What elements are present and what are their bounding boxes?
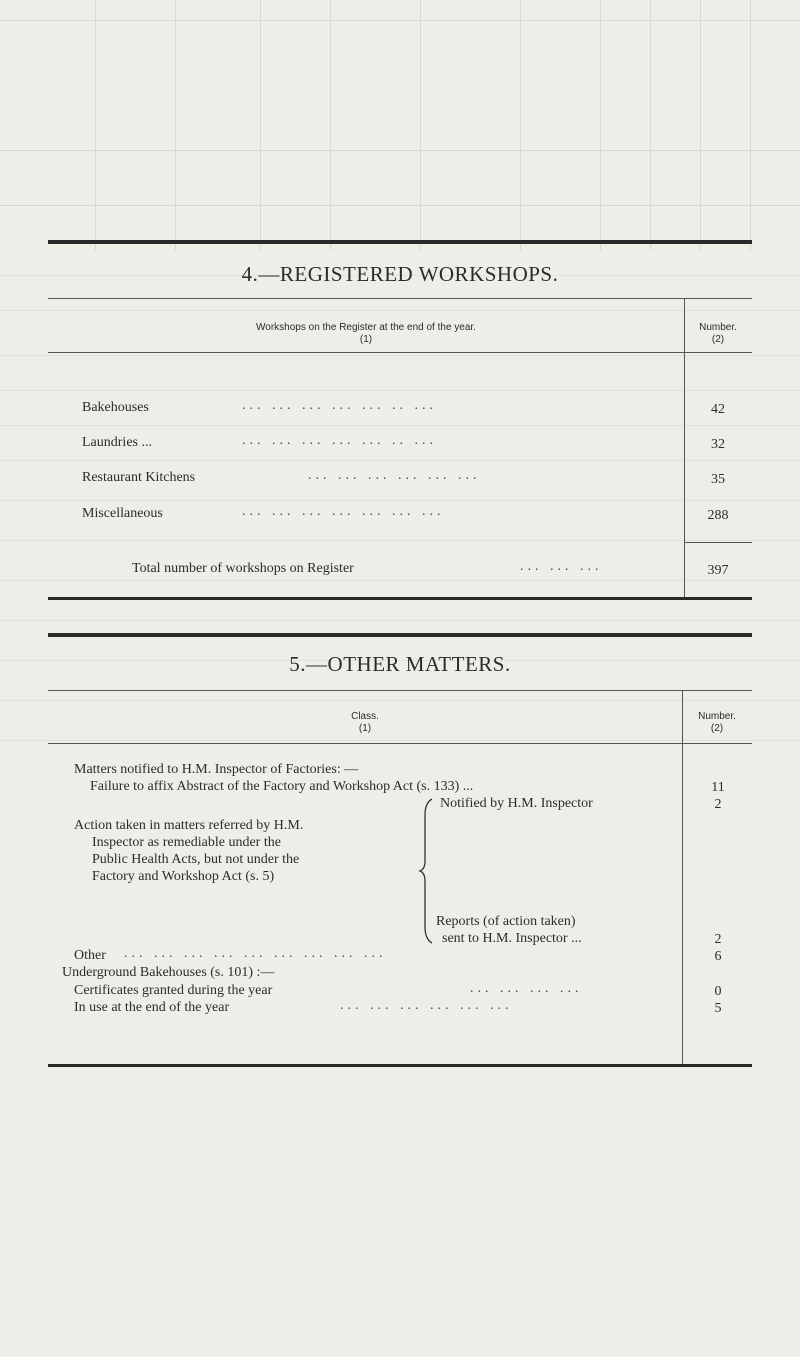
section4-header-bottom-line xyxy=(48,352,752,353)
leader-dots: ... ... ... ... ... ... xyxy=(308,468,481,483)
section4-row-label: Laundries ... xyxy=(82,435,152,450)
section4-row-label: Bakehouses xyxy=(82,400,149,415)
section5-col1-number: (1) xyxy=(358,723,372,734)
failure-label: Failure to affix Abstract of the Factory and Workshop Act (s. 133) ... xyxy=(90,779,474,794)
section4-bottom-rule xyxy=(48,597,752,600)
matters-heading: Matters notified to H.M. Inspector of Factories: — xyxy=(74,762,359,777)
section5-header-bottom-line xyxy=(48,743,752,744)
section4-row-value: 288 xyxy=(707,508,729,523)
certificates-label: Certificates granted during the year xyxy=(74,983,273,998)
other-label: Other xyxy=(74,948,106,963)
section5-col1-header-text: Class. xyxy=(351,711,379,722)
section5-col1-header xyxy=(48,711,682,735)
section4-total-value: 397 xyxy=(707,563,729,578)
failure-value: 11 xyxy=(711,780,725,795)
section4-header-top-line xyxy=(48,298,752,299)
action-line: Inspector as remediable under the xyxy=(92,835,281,850)
reports-value: 2 xyxy=(714,932,722,947)
certificates-value: 0 xyxy=(714,984,722,999)
section4-col2-header-text: Number. xyxy=(699,322,737,333)
section4-top-rule xyxy=(48,240,752,244)
leader-dots: ... ... ... ... ... ... ... ... ... xyxy=(124,946,387,961)
section4-col1-number: (1) xyxy=(359,334,373,345)
other-value: 6 xyxy=(714,949,722,964)
leader-dots: ... ... ... ... ... ... xyxy=(340,998,513,1013)
action-line: Factory and Workshop Act (s. 5) xyxy=(92,869,275,884)
notified-value: 2 xyxy=(714,797,722,812)
section5-top-rule xyxy=(48,633,752,637)
section4-row-label: Miscellaneous xyxy=(82,506,163,521)
section4-total-line xyxy=(684,542,752,543)
section4-row-value: 32 xyxy=(711,437,725,452)
underground-heading: Underground Bakehouses (s. 101) :— xyxy=(62,965,275,980)
notified-label: Notified by H.M. Inspector xyxy=(440,796,593,811)
action-line: Public Health Acts, but not under the xyxy=(92,852,300,867)
in-use-label: In use at the end of the year xyxy=(74,1000,230,1015)
section4-row-value: 42 xyxy=(711,402,725,417)
section5-col2-header-text: Number. xyxy=(698,711,736,722)
section5-header-top-line xyxy=(48,690,752,691)
section4-row-label: Restaurant Kitchens xyxy=(82,470,196,485)
in-use-value: 5 xyxy=(714,1001,722,1016)
section5-col2-header xyxy=(682,711,752,735)
section5-col2-number: (2) xyxy=(710,723,724,734)
section5-title: 5.—OTHER MATTERS. xyxy=(289,652,511,676)
reports-label-line1: Reports (of action taken) xyxy=(436,914,576,929)
section4-title: 4.—REGISTERED WORKSHOPS. xyxy=(241,262,559,286)
section4-column-divider xyxy=(684,298,685,598)
section4-row-value: 35 xyxy=(711,472,725,487)
section5-column-divider xyxy=(682,690,683,1065)
action-line: Action taken in matters referred by H.M. xyxy=(74,818,304,833)
reports-label-line2: sent to H.M. Inspector ... xyxy=(442,931,582,946)
section4-col2-number: (2) xyxy=(711,334,725,345)
bleed-through-lines xyxy=(0,250,800,1357)
section4-col1-header xyxy=(48,322,684,346)
leader-dots: ... ... ... xyxy=(520,559,603,574)
section4-total-label: Total number of workshops on Register xyxy=(132,561,354,576)
leader-dots: ... ... ... ... ... .. ... xyxy=(242,398,437,413)
section4-col1-header-text: Workshops on the Register at the end of the year. xyxy=(256,322,476,333)
leader-dots: ... ... ... ... ... .. ... xyxy=(242,433,437,448)
bleed-through-table xyxy=(0,0,800,250)
leader-dots: ... ... ... ... xyxy=(470,981,583,996)
section4-col2-header xyxy=(684,322,752,346)
leader-dots: ... ... ... ... ... ... ... xyxy=(242,504,445,519)
section5-bottom-rule xyxy=(48,1064,752,1067)
